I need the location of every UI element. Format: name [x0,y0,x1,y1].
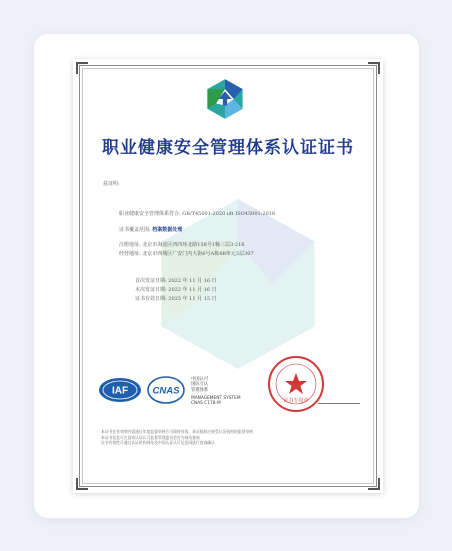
scope-value: 档案数据处理 [152,227,183,233]
intro-text: 兹证明: [103,181,120,187]
official-seal-icon [267,355,325,413]
seal-text: 证书专用章 [283,398,309,404]
footnote-line: 本证书信息可在国家认证认可监督管理委员会官方网站查询 [101,434,200,440]
scope-row [119,226,182,233]
iaf-logo-icon [98,377,142,403]
certificate-image [73,59,383,493]
cnas-caption-line: 中国认可 [191,377,209,382]
valid-until-value: 2025 年 11 月 15 日 [168,296,217,302]
this-issue-label: 本次发证日期: [135,287,167,293]
cnas-logo-icon [147,375,185,405]
corner-ornament [368,62,380,74]
operating-address-value: 北京市西城区广安门内大街6号A栋4B单元3层307 [142,251,254,257]
footnote-line: 本证书在有效期内需通过年度监督审核方可保持有效，获证组织应接受认证机构的监督审核 [101,429,253,434]
registered-address-row [119,241,244,248]
cnas-caption-line: 管理体系 [191,387,209,393]
cnas-code-line: CNAS C178-M [191,401,221,407]
first-issue-value: 2022 年 11 月 16 日 [168,278,217,284]
valid-until-row [135,295,217,302]
valid-until-label: 证书有效日期: [135,296,167,302]
registered-address-label: 注册地址: [119,242,141,248]
this-issue-value: 2022 年 11 月 16 日 [168,287,217,293]
management-system-caption [191,396,241,407]
cnas-caption-line: 国际互认 [191,382,209,388]
footnotes [101,429,253,446]
management-system-line: MANAGEMENT SYSTEM [191,396,241,401]
cnas-text: CNAS [152,385,180,397]
corner-ornament [76,62,88,74]
cnas-chinese-caption [191,377,208,393]
signature-line [318,403,360,404]
registered-address-value: 北京市海淀区西四环北路158号1幢三层3-216 [142,242,245,248]
corner-ornament [368,478,380,490]
certificate-title: 职业健康安全管理体系认证证书 [102,138,354,158]
this-issue-row [135,286,217,293]
scope-label: 证书覆盖范围: [119,227,151,233]
first-issue-row [135,277,217,284]
footnote-line: 证书有效性可通过认证机构网站及中国认证认可信息网进行查询确认 [101,440,215,446]
first-issue-label: 首次发证日期: [135,278,167,284]
iaf-text: IAF [111,385,129,397]
operating-address-row [119,250,254,257]
certification-body-logo-icon [203,77,247,121]
standard-line: 职业健康安全管理体系符合: GB/T45001-2020 idt ISO45001:2018 [119,211,276,217]
corner-ornament [76,478,88,490]
watermark-logo-icon [153,189,323,379]
operating-address-label: 经营地址: [119,251,141,257]
